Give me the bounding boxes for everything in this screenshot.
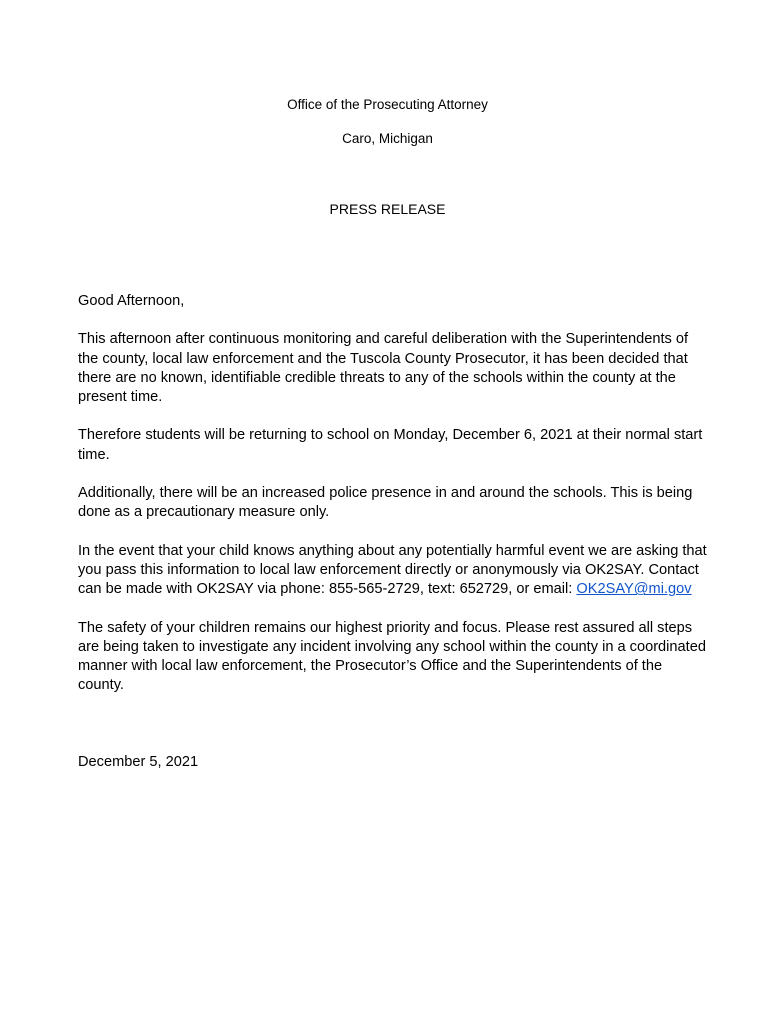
paragraph-ok2say-contact <box>78 542 708 600</box>
office-location: Caro, Michigan <box>342 131 433 146</box>
paragraph-safety-priority: The safety of your children remains our highest priority and focus. Please rest assured all steps are being taken to investigate any incident involving any school within the county in a coordinated manner with local law enforcement, the Prosecutor’s Office and the Superintendents of the county. <box>78 619 706 694</box>
paragraph-threat-assessment: This afternoon after continuous monitoring and careful deliberation with the Superintendents of the county, local law enforcement and the Tuscola County Prosecutor, it has been decided that there are no known, identifiable credible threats to any of the schools within the county at the present time. <box>78 331 689 406</box>
email-link[interactable]: OK2SAY@mi.gov <box>576 581 692 598</box>
paragraph-police-presence: Additionally, there will be an increased police presence in and around the schools. This is being done as a precautionary measure only. <box>78 485 693 521</box>
paragraph-return-to-school: Therefore students will be returning to school on Monday, December 6, 2021 at their normal start time. <box>78 427 703 463</box>
office-name: Office of the Prosecuting Attorney <box>287 97 488 112</box>
letter-body <box>78 292 708 715</box>
greeting: Good Afternoon, <box>78 293 185 309</box>
release-date: December 5, 2021 <box>78 754 199 770</box>
document-title: PRESS RELEASE <box>329 201 446 217</box>
ok2say-contact-text: In the event that your child knows anything about any potentially harmful event we are asking that you pass this information to local law enforcement directly or anonymously via OK2SAY. Contact can be made with OK2SAY via phone: 855-565-2729, text: 652729, or email: <box>78 542 707 598</box>
